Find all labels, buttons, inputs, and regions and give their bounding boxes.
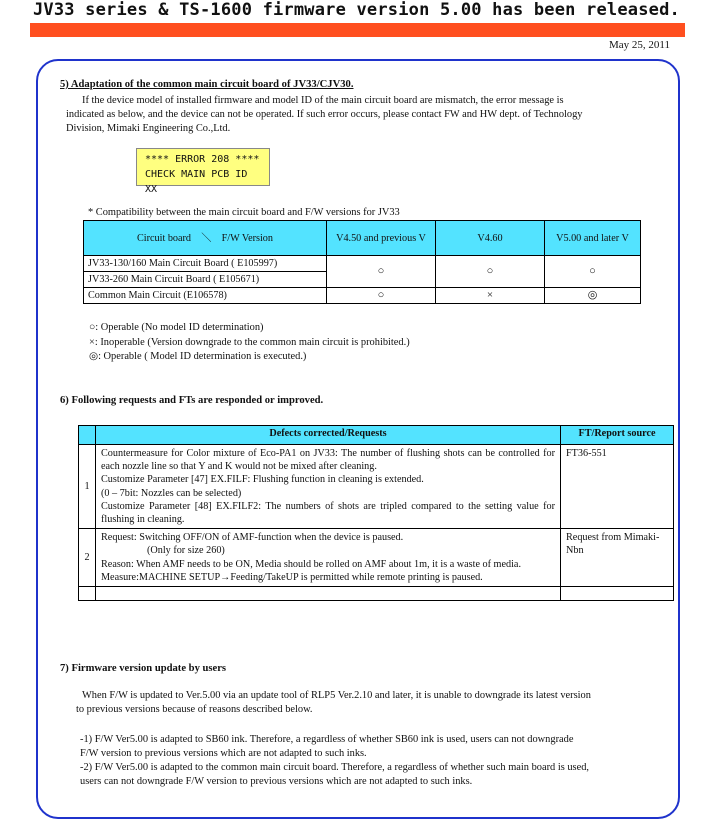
empty-cell <box>79 587 96 601</box>
row-description <box>96 529 561 587</box>
compat-mark: ○ <box>545 256 641 288</box>
table-header-v460: V4.60 <box>436 221 545 256</box>
table-row <box>79 529 674 587</box>
table-header-number <box>79 426 96 445</box>
compat-mark: ○ <box>436 256 545 288</box>
section-5-paragraph <box>66 94 660 136</box>
table-row-label: Common Main Circuit (E106578) <box>84 288 327 304</box>
compatibility-legend <box>89 321 410 365</box>
description-line: Measure:MACHINE SETUP→Feeding/TakeUP is permitted while remote printing is paused. <box>101 571 483 583</box>
description-line: Request: Switching OFF/ON of AMF-function when the device is paused. <box>101 532 404 544</box>
paragraph-line: users can not downgrade F/W version to previous versions which are not adapted to such inks. <box>80 776 473 787</box>
compat-mark: ○ <box>327 256 436 288</box>
paragraph-line: Division, Mimaki Engineering Co.,Ltd. <box>66 123 231 134</box>
description-line: Reason: When AMF needs to be ON, Media should be rolled on AMF about 1m, it is a waste of media. <box>101 558 521 570</box>
legend-item: ○: Operable (No model ID determination) <box>89 322 264 333</box>
error-line: CHECK MAIN PCB ID XX <box>145 169 248 195</box>
description-line: (0 – 7bit: Nozzles can be selected) <box>101 487 242 499</box>
compatibility-table <box>83 220 641 304</box>
release-date: May 25, 2011 <box>608 39 670 51</box>
description-line: (Only for size 260) <box>147 545 225 557</box>
table-row-label: JV33-260 Main Circuit Board ( E105671) <box>84 272 327 288</box>
table-header-v500: V5.00 and later V <box>545 221 641 256</box>
table-header-board-version: Circuit board ＼ F/W Version <box>84 221 327 256</box>
empty-cell <box>96 587 561 601</box>
document-title: JV33 series & TS-1600 firmware version 5.00 has been released. <box>33 0 680 20</box>
row-description <box>96 445 561 529</box>
section-7-points <box>80 733 662 789</box>
paragraph-line: If the device model of installed firmware and model ID of the main circuit board are mismatch, the error message is <box>82 95 564 106</box>
paragraph-line: to previous versions because of reasons described below. <box>76 704 313 715</box>
table-row-label: JV33-130/160 Main Circuit Board ( E105997) <box>84 256 327 272</box>
description-line: Countermeasure for Color mixture of Eco-PA1 on JV33: The number of flushing shots can be controlled for each nozzle line so that Y and K would not be mixed after cleaning. <box>101 448 555 473</box>
paragraph-line: F/W version to previous versions which are not adapted to such inks. <box>80 748 367 759</box>
legend-item: ◎: Operable ( Model ID determination is executed.) <box>89 351 307 362</box>
section-7-intro <box>76 689 662 717</box>
row-source: Request from Mimaki-Nbn <box>561 529 674 587</box>
compat-mark: ○ <box>327 288 436 304</box>
section-7-heading: 7) Firmware version update by users <box>60 663 227 674</box>
table-header-v450: V4.50 and previous V <box>327 221 436 256</box>
table-row <box>79 445 674 529</box>
row-number: 2 <box>79 529 96 587</box>
description-line: Customize Parameter [48] EX.FILF2: The numbers of shots are tripled compared to the setting value for flushing in cleaning. <box>101 500 555 526</box>
paragraph-line: -1) F/W Ver5.00 is adapted to SB60 ink. Therefore, a regardless of whether SB60 ink is used, users can not downgrade <box>80 734 574 745</box>
legend-item: ×: Inoperable (Version downgrade to the common main circuit is prohibited.) <box>89 336 410 348</box>
compat-mark: × <box>436 288 545 304</box>
row-number: 1 <box>79 445 96 529</box>
compatibility-note: * Compatibility between the main circuit board and F/W versions for JV33 <box>88 207 400 218</box>
paragraph-line: When F/W is updated to Ver.5.00 via an update tool of RLP5 Ver.2.10 and later, it is unable to downgrade its latest version <box>82 690 591 701</box>
compat-mark: ◎ <box>545 288 641 304</box>
table-row-empty <box>79 587 674 601</box>
section-6-heading: 6) Following requests and FTs are responded or improved. <box>60 395 324 406</box>
table-header-source: FT/Report source <box>561 426 674 445</box>
error-line: **** ERROR 208 **** <box>145 154 260 165</box>
error-message-box <box>136 148 270 195</box>
paragraph-line: indicated as below, and the device can not be operated. If such error occurs, please contact FW and HW dept. of Technology <box>66 109 583 120</box>
empty-cell <box>561 587 674 601</box>
section-5-heading: 5) Adaptation of the common main circuit board of JV33/CJV30. <box>60 79 354 90</box>
table-header-defects: Defects corrected/Requests <box>96 426 561 445</box>
paragraph-line: -2) F/W Ver5.00 is adapted to the common main circuit board. Therefore, a regardless of whether such main board is used, <box>80 762 589 773</box>
description-line: Customize Parameter [47] EX.FILF: Flushing function in cleaning is extended. <box>101 474 424 486</box>
row-source: FT36-551 <box>561 445 674 529</box>
defects-table <box>78 425 674 601</box>
